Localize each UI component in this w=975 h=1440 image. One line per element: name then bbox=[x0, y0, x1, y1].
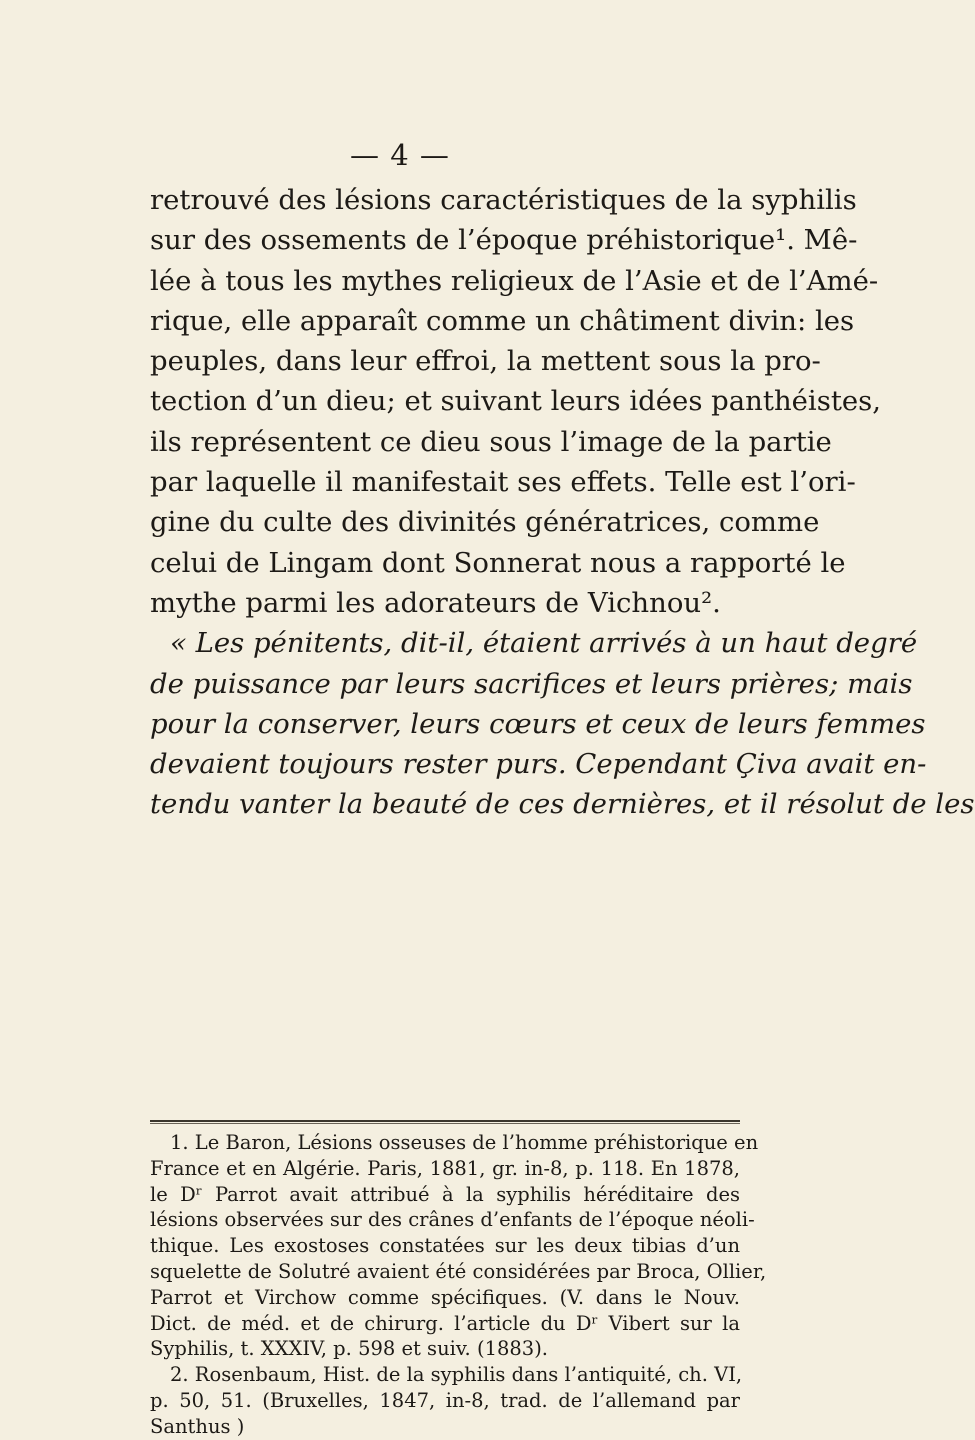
quote-line: devaient toujours rester purs. Cependant Çiva avait en- bbox=[150, 748, 927, 781]
quote-line: tendu vanter la beauté de ces dernières, et il résolut de les bbox=[150, 788, 975, 821]
quote-line: pour la conserver, leurs cœurs et ceux de leurs femmes bbox=[150, 707, 926, 740]
footnote-separator bbox=[150, 1120, 740, 1122]
footnote-line: France et en Algérie. Paris, 1881, gr. in-8, p. 118. En 1878, bbox=[150, 1156, 740, 1180]
quote-line: « Les pénitents, dit-il, étaient arrivés à un haut degré bbox=[170, 627, 918, 660]
text-line: celui de Lingam dont Sonnerat nous a rapporté le bbox=[150, 546, 846, 579]
page-number: — 4 — bbox=[350, 138, 450, 172]
footnote-line: le Dʳ Parrot avait attribué à la syphilis héréditaire des bbox=[150, 1182, 740, 1206]
footnote-line: Santhus ) bbox=[150, 1414, 245, 1438]
text-line: retrouvé des lésions caractéristiques de la syphilis bbox=[150, 184, 857, 216]
text-line: mythe parmi les adorateurs de Vichnou². bbox=[150, 586, 721, 619]
footnote-line: squelette de Solutré avaient été considérées par Broca, Ollier, bbox=[150, 1259, 767, 1283]
text-line: rique, elle apparaît comme un châtiment divin: les bbox=[150, 304, 855, 337]
footnote-line: p. 50, 51. (Bruxelles, 1847, in-8, trad. de l’allemand par bbox=[150, 1388, 740, 1412]
text-line: ils représentent ce dieu sous l’image de la partie bbox=[150, 425, 832, 458]
main-text bbox=[150, 180, 975, 825]
text-line: peuples, dans leur effroi, la mettent sous la pro- bbox=[150, 345, 821, 378]
text-line: par laquelle il manifestait ses effets. Telle est l’ori- bbox=[150, 466, 856, 499]
footnote-line: 1. Le Baron, Lésions osseuses de l’homme préhistorique en bbox=[170, 1131, 759, 1154]
footnote-line: thique. Les exostoses constatées sur les deux tibias d’un bbox=[150, 1234, 740, 1258]
footnote-line: Parrot et Virchow comme spécifiques. (V. dans le Nouv. bbox=[150, 1285, 740, 1309]
footnote-line: Syphilis, t. XXXIV, p. 598 et suiv. (1883). bbox=[150, 1337, 548, 1361]
footnotes bbox=[150, 1130, 767, 1440]
footnote-line: Dict. de méd. et de chirurg. l’article du Dʳ Vibert sur la bbox=[150, 1311, 740, 1335]
text-line: lée à tous les mythes religieux de l’Asie et de l’Amé- bbox=[150, 264, 879, 297]
footnote-line: 2. Rosenbaum, Hist. de la syphilis dans l’antiquité, ch. VI, bbox=[170, 1363, 743, 1387]
text-line: gine du culte des divinités génératrices, comme bbox=[150, 506, 820, 539]
footnote-line: lésions observées sur des crânes d’enfants de l’époque néoli- bbox=[150, 1208, 755, 1232]
quote-line: de puissance par leurs sacrifices et leurs prières; mais bbox=[150, 667, 913, 700]
text-line: tection d’un dieu; et suivant leurs idées panthéistes, bbox=[150, 385, 882, 418]
text-line: sur des ossements de l’époque préhistorique¹. Mê- bbox=[150, 224, 858, 257]
